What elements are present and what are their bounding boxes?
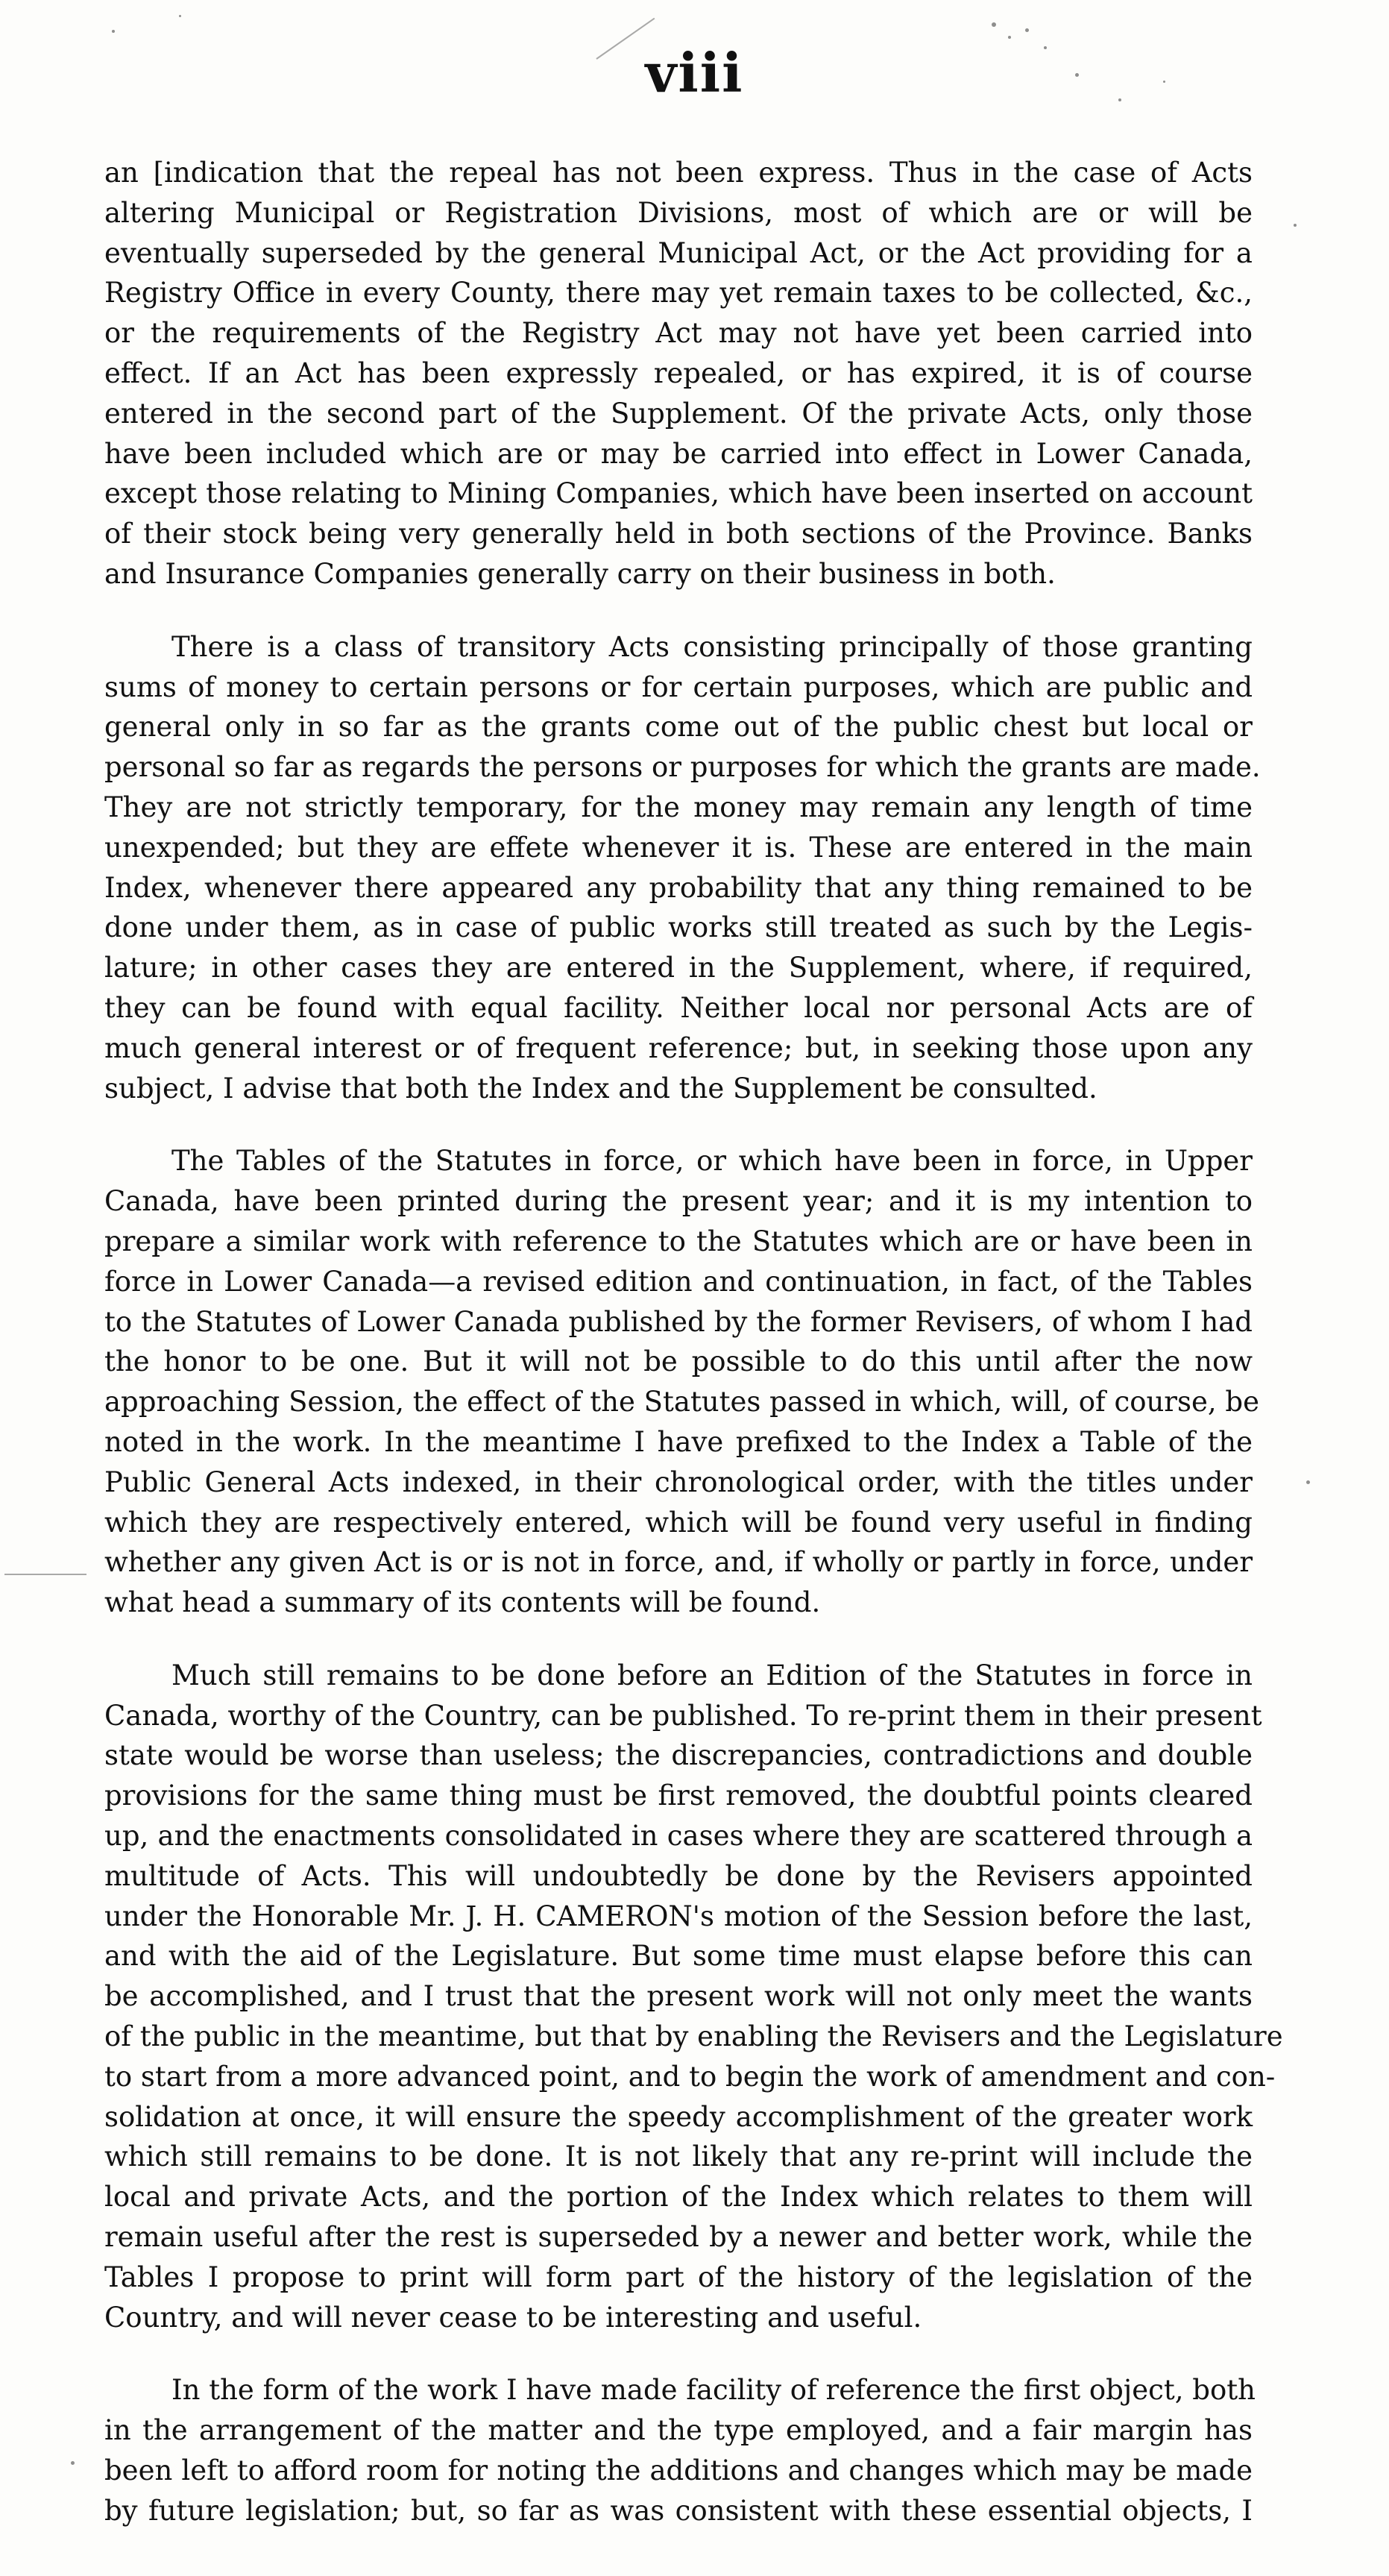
text-line: and Insurance Companies generally carry on their business in both.	[104, 557, 1056, 590]
text-line: to start from a more advanced point, and to begin the work of amendment and con-	[104, 2060, 1276, 2093]
text-line: The Tables of the Statutes in force, or which have been in force, in Upper	[171, 1145, 1253, 1178]
text-line: Country, and will never cease to be interesting and useful.	[104, 2301, 922, 2334]
text-line: Public General Acts indexed, in their chronological order, with the titles under	[104, 1466, 1253, 1498]
text-line: personal so far as regards the persons or purposes for which the grants are made.	[104, 751, 1261, 784]
text-line: be accomplished, and I trust that the present work will not only meet the wants	[104, 1980, 1253, 2013]
text-line: altering Municipal or Registration Divisions, most of which are or will be	[104, 196, 1253, 229]
text-line: general only in so far as the grants come out of the public chest but local or	[104, 711, 1253, 744]
text-line: or the requirements of the Registry Act may not have yet been carried into	[104, 317, 1253, 350]
text-line: sums of money to certain persons or for certain purposes, which are public and	[104, 670, 1253, 703]
page-number: viii	[645, 41, 744, 104]
text-line: which they are respectively entered, which will be found very useful in finding	[104, 1506, 1253, 1539]
text-line: to the Statutes of Lower Canada published by the former Revisers, of whom I had	[104, 1305, 1253, 1338]
text-line: In the form of the work I have made facility of reference the first object, both	[171, 2374, 1256, 2407]
text-line: prepare a similar work with reference to the Statutes which are or have been in	[104, 1225, 1253, 1257]
text-line: Canada, have been printed during the present year; and it is my intention to	[104, 1185, 1253, 1218]
text-line: There is a class of transitory Acts consisting principally of those granting	[171, 630, 1253, 663]
text-line: lature; in other cases they are entered in the Supplement, where, if required,	[104, 952, 1253, 984]
text-line: of the public in the meantime, but that by enabling the Revisers and the Legislature	[104, 2020, 1283, 2053]
text-line: what head a summary of its contents will be found.	[104, 1586, 821, 1619]
text-line: whether any given Act is or is not in force, and, if wholly or partly in force, under	[104, 1546, 1253, 1579]
text-line: Tables I propose to print will form part of the history of the legislation of the	[104, 2261, 1253, 2293]
text-line: approaching Session, the effect of the Statutes passed in which, will, of course, be	[104, 1386, 1259, 1419]
text-line: in the arrangement of the matter and the type employed, and a fair margin has	[104, 2414, 1253, 2447]
text-line: except those relating to Mining Companies, which have been inserted on account	[104, 477, 1253, 510]
text-line: entered in the second part of the Supplement. Of the private Acts, only those	[104, 397, 1253, 430]
text-line: Index, whenever there appeared any probability that any thing remained to be	[104, 871, 1253, 904]
text-line: Much still remains to be done before an Edition of the Statutes in force in	[171, 1659, 1253, 1691]
text-line: which still remains to be done. It is not likely that any re-print will include the	[104, 2140, 1253, 2173]
text-line: state would be worse than useless; the discrepancies, contradictions and double	[104, 1739, 1253, 1772]
text-line: noted in the work. In the meantime I have prefixed to the Index a Table of the	[104, 1425, 1253, 1458]
text-line: remain useful after the rest is superseded by a newer and better work, while the	[104, 2221, 1253, 2254]
text-line: local and private Acts, and the portion of the Index which relates to them will	[104, 2181, 1253, 2214]
text-line: they can be found with equal facility. Neither local nor personal Acts are of	[104, 991, 1253, 1024]
text-line: have been included which are or may be carried into effect in Lower Canada,	[104, 437, 1253, 470]
text-line: subject, I advise that both the Index and the Supplement be consulted.	[104, 1072, 1097, 1105]
text-line: the honor to be one. But it will not be possible to do this until after the now	[104, 1345, 1253, 1378]
text-line: up, and the enactments consolidated in cases where they are scattered through a	[104, 1820, 1253, 1853]
text-line: They are not strictly temporary, for the money may remain any length of time	[104, 791, 1253, 823]
text-line: Registry Office in every County, there may yet remain taxes to be collected, &c.,	[104, 277, 1253, 310]
text-line: force in Lower Canada—a revised edition and continuation, in fact, of the Tables	[104, 1265, 1253, 1298]
text-line: under the Honorable Mr. J. H. CAMERON's motion of the Session before the last,	[104, 1900, 1253, 1932]
paragraph	[104, 1656, 1283, 2338]
paragraph	[104, 2370, 1256, 2531]
paragraph	[104, 627, 1261, 1109]
text-line: by future legislation; but, so far as was consistent with these essential objects, I	[104, 2494, 1253, 2527]
text-line: much general interest or of frequent reference; but, in seeking those upon any	[104, 1031, 1253, 1064]
text-line: effect. If an Act has been expressly repealed, or has expired, it is of course	[104, 356, 1253, 389]
paragraph	[104, 153, 1253, 594]
text-line: solidation at once, it will ensure the speedy accomplishment of the greater work	[104, 2100, 1253, 2133]
text-line: unexpended; but they are effete whenever it is. These are entered in the main	[104, 831, 1253, 864]
text-line: eventually superseded by the general Municipal Act, or the Act providing for a	[104, 236, 1253, 269]
body-text	[104, 153, 1283, 2531]
text-line: and with the aid of the Legislature. But some time must elapse before this can	[104, 1940, 1253, 1973]
text-line: multitude of Acts. This will undoubtedly be done by the Revisers appointed	[104, 1859, 1253, 1892]
text-line: Canada, worthy of the Country, can be published. To re-print them in their present	[104, 1699, 1262, 1732]
text-line: provisions for the same thing must be first removed, the doubtful points cleared	[104, 1779, 1253, 1812]
text-line: been left to afford room for noting the additions and changes which may be made	[104, 2454, 1253, 2487]
text-line: an [indication that the repeal has not been express. Thus in the case of Acts	[104, 157, 1253, 189]
text-line: of their stock being very generally held in both sections of the Province. Banks	[104, 518, 1253, 550]
text-line: done under them, as in case of public works still treated as such by the Legis-	[104, 911, 1253, 944]
paragraph	[104, 1141, 1259, 1623]
